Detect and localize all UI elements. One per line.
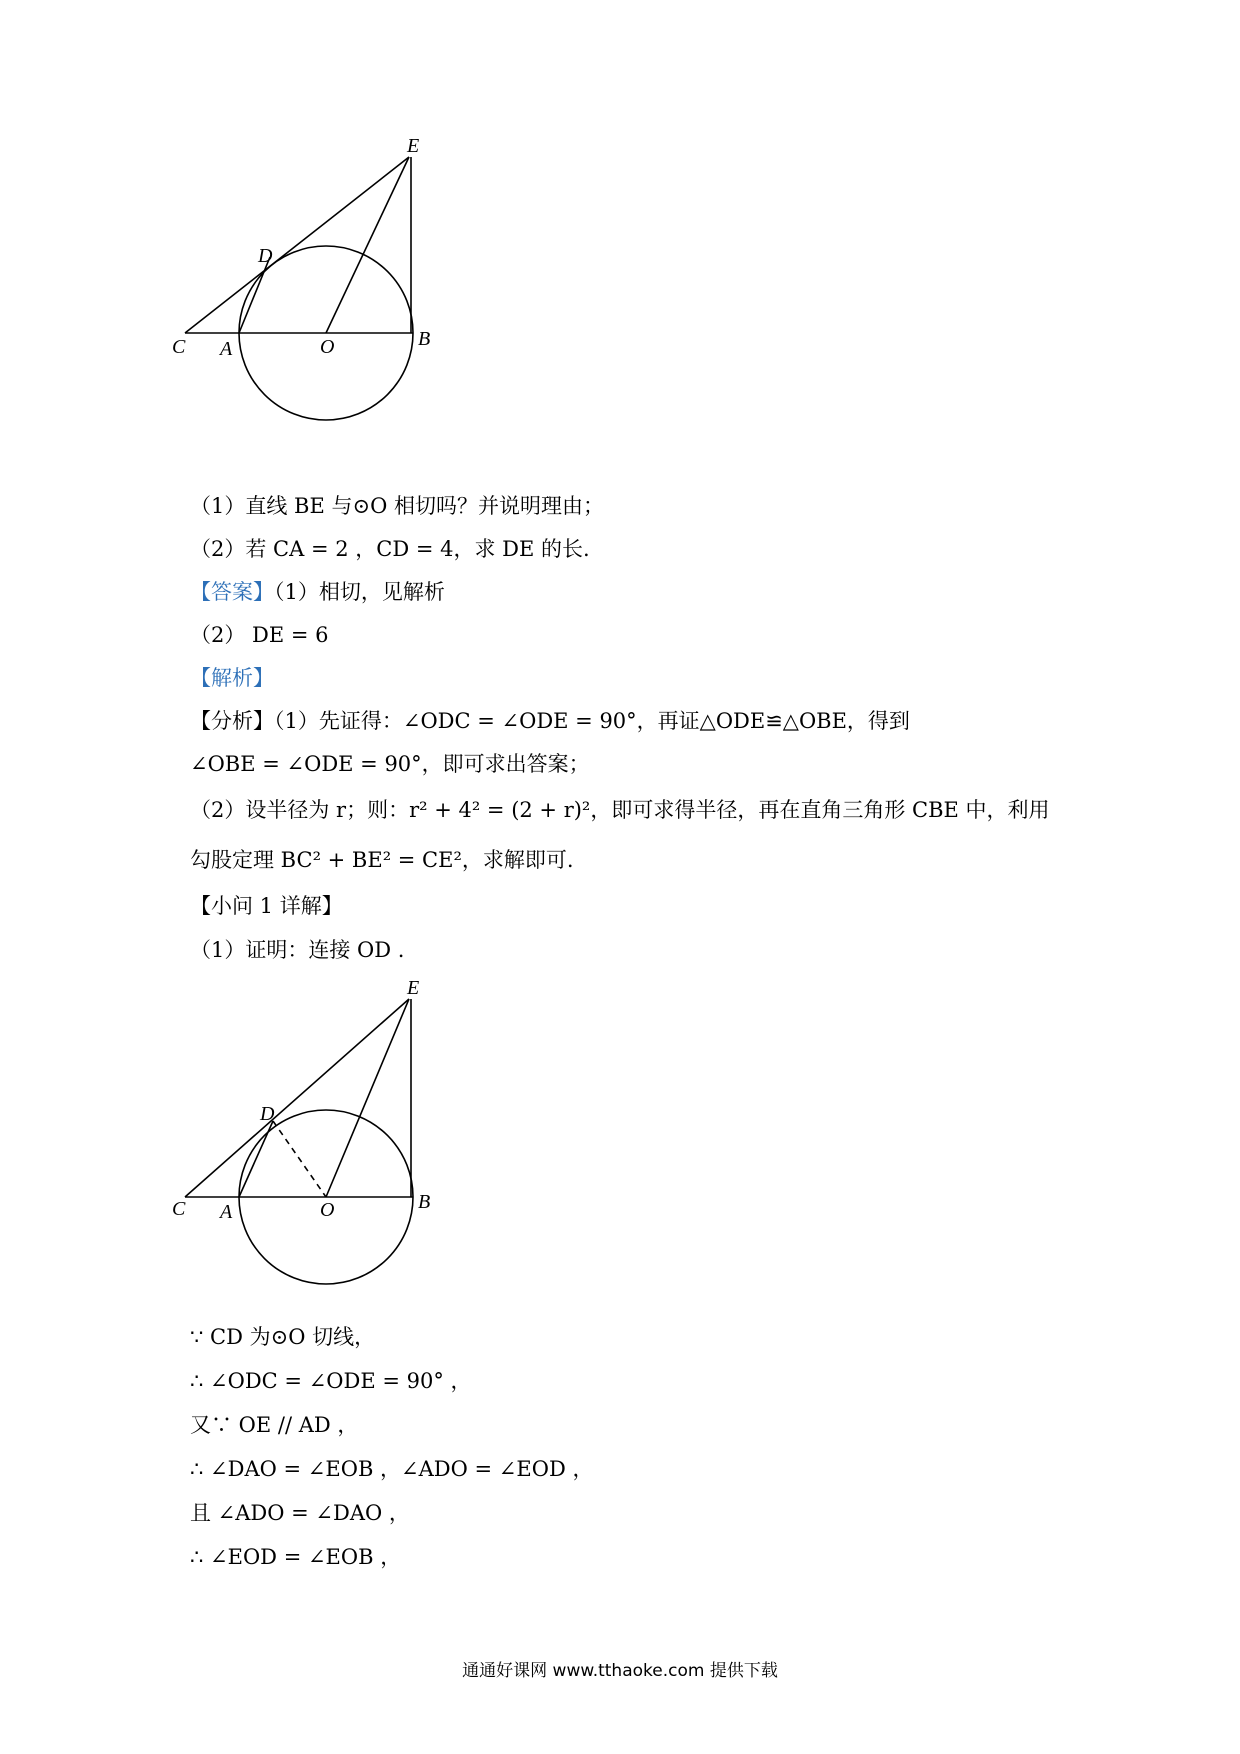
- line-ad-2: [239, 1121, 273, 1197]
- fenxi-line-3: （2）设半径为 r；则：r² + 4² = (2 + r)²，即可求得半径，再在直角三角形 CBE 中，利用: [190, 798, 1050, 822]
- label-d: D: [258, 245, 273, 267]
- label-o: O: [320, 336, 335, 358]
- proof-step-4: ∴ ∠DAO = ∠EOB ，∠ADO = ∠EOD ，: [190, 1457, 594, 1481]
- answer-line-1: [190, 578, 445, 606]
- detail-tag: 【小问 1 详解】: [190, 894, 343, 918]
- label-c: C: [172, 336, 186, 358]
- proof-step-5: 且 ∠ADO = ∠DAO ，: [190, 1501, 410, 1525]
- geometry-figure-2: [172, 977, 500, 1331]
- label-c-2: C: [172, 1198, 186, 1220]
- label-b-2: B: [418, 1191, 431, 1213]
- label-b: B: [418, 328, 431, 350]
- answer-line-2: （2） DE = 6: [190, 623, 329, 647]
- figure-1-svg: [172, 135, 500, 485]
- answer-tag: 【答案】: [190, 580, 274, 604]
- label-a-2: A: [220, 1201, 233, 1223]
- proof-step-6: ∴ ∠EOD = ∠EOB ，: [190, 1545, 402, 1569]
- answer-1: （1）相切，见解析: [274, 580, 445, 604]
- figure-2-svg: [172, 977, 500, 1327]
- analysis-tag: 【解析】: [190, 666, 274, 690]
- question-1: （1）直线 BE 与⊙O 相切吗？并说明理由；: [190, 494, 604, 518]
- line-ad: [239, 257, 270, 333]
- fenxi-line-4: 勾股定理 BC² + BE² = CE²，求解即可.: [190, 848, 574, 872]
- label-e-2: E: [407, 977, 420, 999]
- geometry-figure-1: [172, 135, 500, 489]
- question-2: （2）若 CA = 2 ，CD = 4，求 DE 的长.: [190, 537, 590, 561]
- label-a: A: [220, 338, 233, 360]
- line-oe-2: [326, 999, 409, 1197]
- label-o-2: O: [320, 1199, 335, 1221]
- proof-start: （1）证明：连接 OD .: [190, 938, 405, 962]
- proof-step-1: ∵ CD 为⊙O 切线，: [190, 1325, 376, 1349]
- line-ce: [185, 157, 409, 333]
- fenxi-line-2: ∠OBE = ∠ODE = 90°，即可求出答案；: [190, 752, 590, 776]
- proof-step-2: ∴ ∠ODC = ∠ODE = 90° ，: [190, 1369, 472, 1393]
- fenxi-line-1: 【分析】（1）先证得：∠ODC = ∠ODE = 90°，再证△ODE≌△OBE，得到: [190, 709, 910, 733]
- line-ce-2: [185, 999, 409, 1197]
- footer-watermark: 通通好课网 www.tthaoke.com 提供下载: [462, 1661, 778, 1681]
- line-oe: [326, 157, 409, 333]
- label-d-2: D: [260, 1103, 275, 1125]
- proof-step-3: 又∵ OE // AD ，: [190, 1413, 359, 1437]
- label-e: E: [407, 135, 420, 157]
- line-od-dashed: [273, 1121, 326, 1197]
